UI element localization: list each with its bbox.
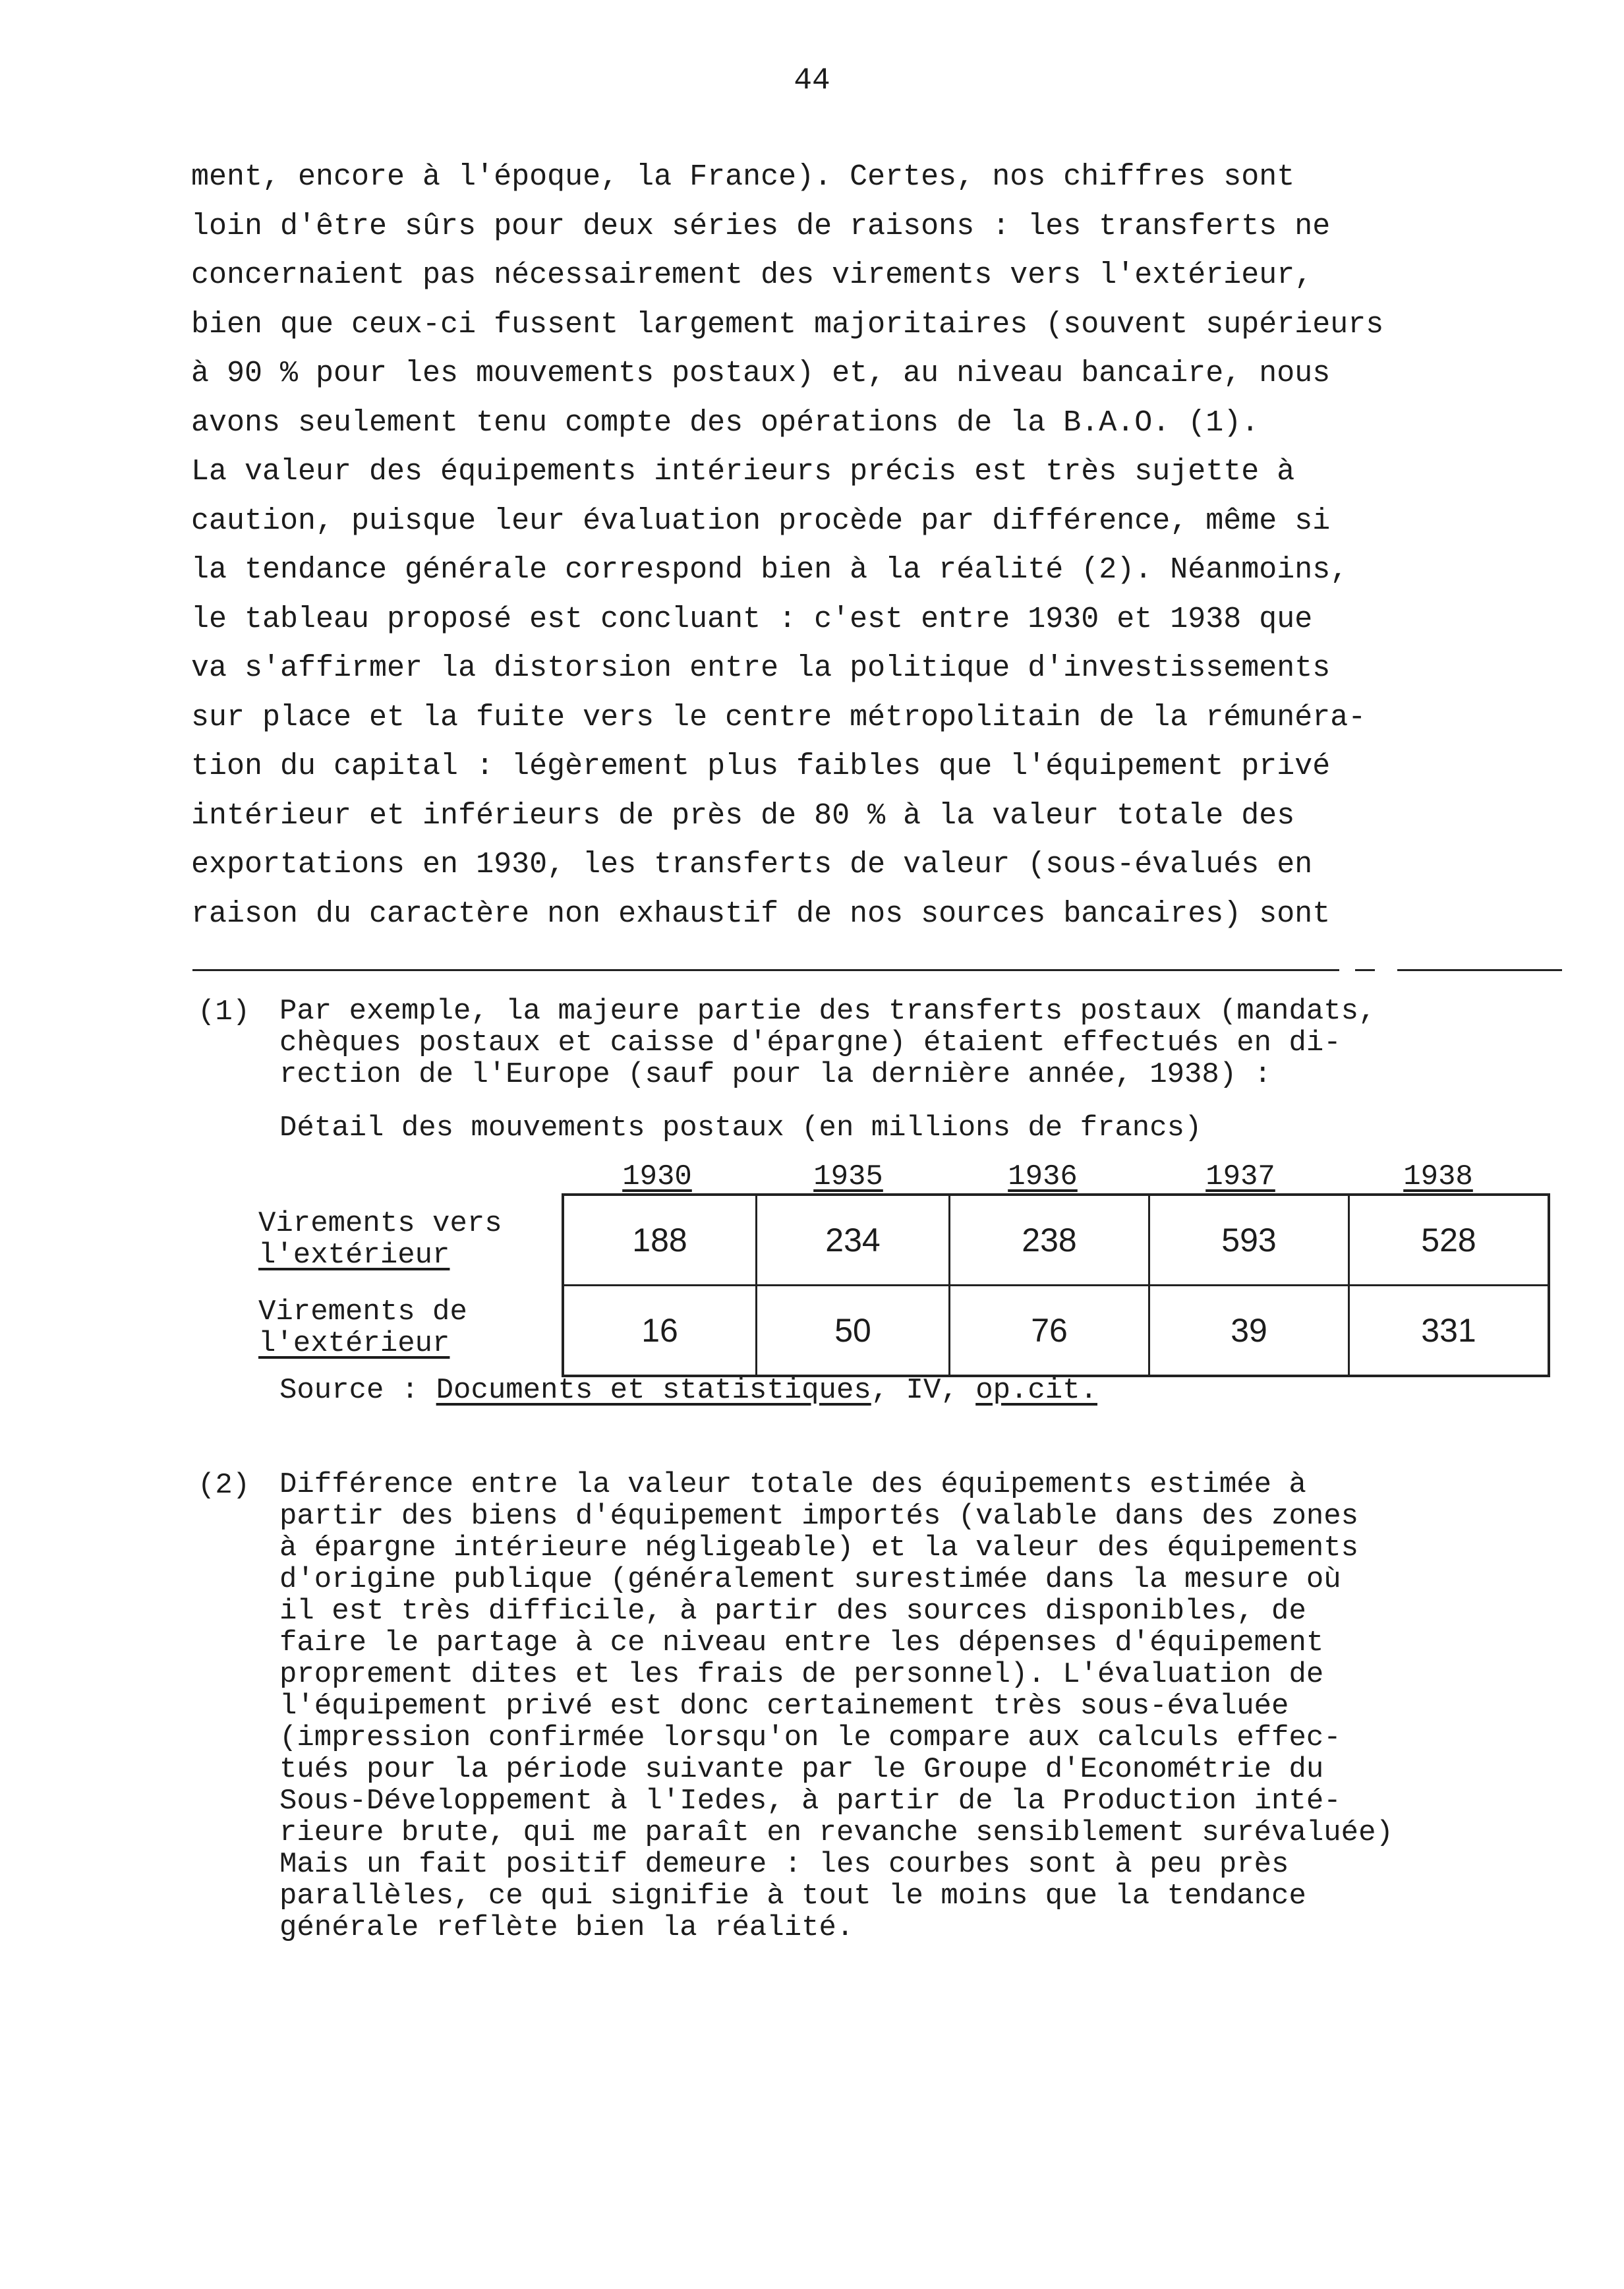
footnote-line: (impression confirmée lorsqu'on le compare aux calculs effec-: [279, 1721, 1341, 1754]
row-label-line: l'extérieur: [258, 1239, 450, 1272]
footnote-line: l'équipement privé est donc certainement très sous-évaluée: [279, 1690, 1289, 1723]
footnote-line: Sous-Développement à l'Iedes, à partir de la Production inté-: [279, 1785, 1341, 1818]
body-line: La valeur des équipements intérieurs précis est très sujette à: [191, 455, 1295, 489]
table-cell: 234: [757, 1195, 950, 1286]
footnote-line: Différence entre la valeur totale des équipements estimée à: [279, 1468, 1306, 1501]
year-header: 1938: [1403, 1160, 1473, 1193]
year-header: 1936: [1008, 1160, 1078, 1193]
body-line: à 90 % pour les mouvements postaux) et, au niveau bancaire, nous: [191, 357, 1331, 390]
footnote-line: rection de l'Europe (sauf pour la dernière année, 1938) :: [279, 1058, 1272, 1091]
table-cell: 50: [757, 1286, 950, 1377]
table-row: [563, 1286, 1549, 1377]
year-header: 1937: [1205, 1160, 1275, 1193]
table-cell: 593: [1149, 1195, 1349, 1286]
table-source: [279, 1374, 1097, 1407]
table-cell: 188: [563, 1195, 757, 1286]
footnote-line: à épargne intérieure négligeable) et la valeur des équipements: [279, 1531, 1359, 1564]
body-line: exportations en 1930, les transferts de valeur (sous-évalués en: [191, 848, 1313, 881]
footnote-line: parallèles, ce qui signifie à tout le moins que la tendance: [279, 1880, 1306, 1913]
body-line: le tableau proposé est concluant : c'est entre 1930 et 1938 que: [191, 602, 1313, 636]
footnote-line: partir des biens d'équipement importés (valable dans des zones: [279, 1500, 1359, 1533]
row-label-line: Virements de: [258, 1295, 467, 1328]
row-label-virements-vers: [258, 1208, 548, 1271]
table-cell: 16: [563, 1286, 757, 1377]
footnote-separator: [1355, 969, 1375, 971]
table-row: [563, 1195, 1549, 1286]
footnote-2-text: [279, 1469, 1571, 1944]
row-label-virements-de: [258, 1296, 548, 1359]
footnote-line: Mais un fait positif demeure : les courbes sont à peu près: [279, 1848, 1289, 1881]
table-cell: 39: [1149, 1286, 1349, 1377]
footnote-separator: [1397, 969, 1562, 971]
body-line: avons seulement tenu compte des opérations de la B.A.O. (1).: [191, 405, 1260, 440]
source-middle: , IV,: [871, 1374, 976, 1407]
year-header: 1930: [622, 1160, 692, 1193]
footnote-line: rieure brute, qui me paraît en revanche sensiblement surévaluée): [279, 1816, 1393, 1849]
body-line: loin d'être sûrs pour deux séries de raisons : les transferts ne: [191, 209, 1331, 243]
body-line: va s'affirmer la distorsion entre la politique d'investissements: [191, 651, 1331, 685]
footnote-separator: [192, 969, 1339, 971]
footnote-2-marker: (2): [198, 1469, 250, 1502]
body-line: bien que ceux-ci fussent largement majoritaires (souvent supérieurs: [191, 307, 1384, 342]
source-prefix: Source :: [279, 1374, 436, 1407]
source-title: Documents et statistiques: [436, 1374, 871, 1407]
table-caption: Détail des mouvements postaux (en millions de francs): [279, 1112, 1202, 1144]
postal-movements-table: [562, 1193, 1550, 1377]
table-cell: 331: [1349, 1286, 1550, 1377]
main-paragraph: [191, 153, 1562, 939]
footnote-line: Par exemple, la majeure partie des transferts postaux (mandats,: [279, 995, 1376, 1028]
table-cell: 528: [1349, 1195, 1550, 1286]
page-number: 44: [794, 63, 830, 98]
footnote-line: d'origine publique (généralement surestimée dans la mesure où: [279, 1563, 1341, 1596]
row-label-line: Virements vers: [258, 1207, 502, 1240]
source-ref: op.cit.: [975, 1374, 1098, 1407]
footnote-line: tués pour la période suivante par le Groupe d'Econométrie du: [279, 1753, 1324, 1786]
body-line: raison du caractère non exhaustif de nos sources bancaires) sont: [191, 897, 1331, 931]
body-line: ment, encore à l'époque, la France). Certes, nos chiffres sont: [191, 160, 1295, 194]
row-label-line: l'extérieur: [258, 1327, 450, 1360]
body-line: tion du capital : légèrement plus faibles que l'équipement privé: [191, 750, 1331, 783]
table-cell: 76: [950, 1286, 1149, 1377]
footnote-1-marker: (1): [198, 996, 250, 1028]
footnote-line: générale reflète bien la réalité.: [279, 1911, 854, 1944]
body-line: caution, puisque leur évaluation procède par différence, même si: [191, 504, 1331, 538]
footnote-line: proprement dites et les frais de personnel). L'évaluation de: [279, 1658, 1324, 1691]
body-line: intérieur et inférieurs de près de 80 % à la valeur totale des: [191, 798, 1295, 833]
body-line: sur place et la fuite vers le centre métropolitain de la rémunéra-: [191, 700, 1366, 734]
footnote-line: faire le partage à ce niveau entre les dépenses d'équipement: [279, 1626, 1324, 1659]
footnote-1-text: [279, 996, 1571, 1090]
table-cell: 238: [950, 1195, 1149, 1286]
body-line: la tendance générale correspond bien à la réalité (2). Néanmoins,: [191, 553, 1348, 587]
year-header: 1935: [813, 1160, 883, 1193]
footnote-line: chèques postaux et caisse d'épargne) étaient effectués en di-: [279, 1026, 1341, 1059]
footnote-line: il est très difficile, à partir des sources disponibles, de: [279, 1595, 1306, 1628]
body-line: concernaient pas nécessairement des virements vers l'extérieur,: [191, 258, 1313, 292]
